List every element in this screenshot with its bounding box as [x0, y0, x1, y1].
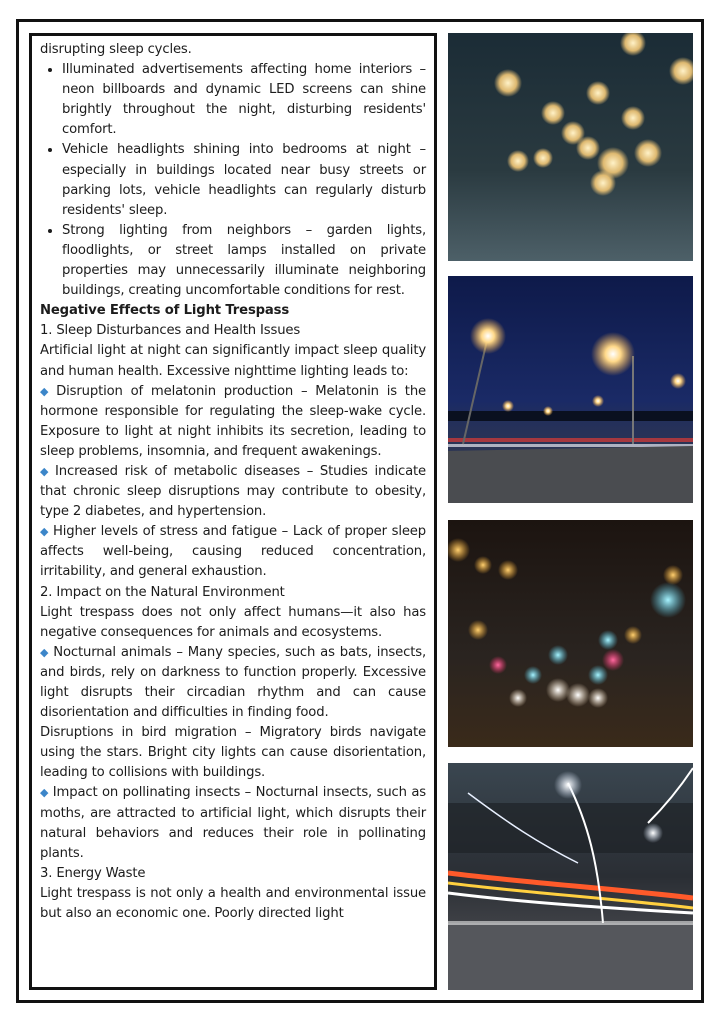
list-item: • Illuminated advertisements affecting home interiors – neon billboards and dynamic LED screens can shine brightly throughout the night, disturbing residents' comfort. [62, 60, 426, 140]
section2-item: ◆ Nocturnal animals – Many species, such as bats, insects, and birds, rely on darkness to function properly. Excessive light disrupts their circadian rhythm and can cause disorientation and difficulties in finding food. [40, 644, 426, 721]
section3-text: Light trespass is not only a health and environmental issue but also an economic one. Poorly directed light [40, 885, 426, 922]
section2-intro: Light trespass does not only affect humans—it also has negative consequences for animals and ecosystems. [40, 604, 426, 640]
section3-title: 3. Energy Waste [40, 865, 146, 881]
list-item: • Vehicle headlights shining into bedrooms at night – especially in buildings located near busy streets or parking lots, vehicle headlights can regularly disturb residents' sleep. [62, 140, 426, 220]
diamond-bullet-icon: ◆ [40, 384, 53, 398]
list-item: • Strong lighting from neighbors – garden lights, floodlights, or street lamps installed on private properties may unnecessarily illuminate neighboring buildings, creating uncomfortable conditions for rest. [62, 221, 426, 301]
light-sources-list [40, 60, 426, 301]
bokeh-street-photo [448, 33, 693, 261]
section2-title: 2. Impact on the Natural Environment [40, 584, 285, 600]
diamond-bullet-icon: ◆ [40, 786, 49, 800]
intro-fragment: disrupting sleep cycles. [40, 42, 192, 57]
section2-item: ◆ Impact on pollinating insects – Nocturnal insects, such as moths, are attracted to artificial light, which disrupts their natural behaviors and reduces their role in pollinating plants. [40, 785, 426, 861]
diamond-bullet-icon: ◆ [40, 525, 49, 539]
section1-intro: Artificial light at night can significantly impact sleep quality and human health. Excessive nighttime lighting leads to: [40, 343, 426, 379]
section1-item: ◆ Increased risk of metabolic diseases – Studies indicate that chronic sleep disruptions may contribute to obesity, type 2 diabetes, and hypertension. [40, 463, 426, 520]
section1-item: ◆ Higher levels of stress and fatigue – Lack of proper sleep affects well-being, causing reduced concentration, irritability, and general exhaustion. [40, 524, 426, 580]
diamond-bullet-icon: ◆ [40, 645, 50, 659]
light-trails-photo [448, 763, 693, 990]
street-lamps-photo [448, 276, 693, 503]
section1-item: ◆ Disruption of melatonin production – Melatonin is the hormone responsible for regulating the sleep-wake cycle. Exposure to light at night inhibits its secretion, leading to sleep problems, insomnia, and frequent awakenings. [40, 383, 427, 459]
article-text-box [29, 33, 437, 990]
section2-plain: Disruptions in bird migration – Migratory birds navigate using the stars. Bright city lights can cause disorientation, leading to collisions with buildings. [40, 725, 426, 781]
section1-title: 1. Sleep Disturbances and Health Issues [40, 323, 301, 339]
diamond-bullet-icon: ◆ [40, 464, 52, 478]
city-bokeh-photo [448, 520, 693, 747]
heading-negative-effects: Negative Effects of Light Trespass [40, 303, 290, 319]
